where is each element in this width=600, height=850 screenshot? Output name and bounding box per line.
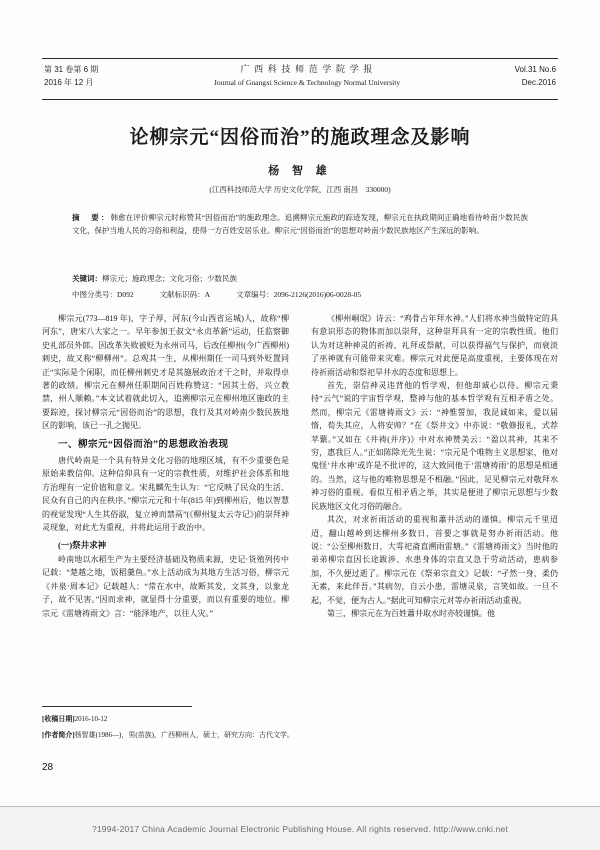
page-header <box>42 58 558 102</box>
journal-name <box>192 63 422 89</box>
classification-block <box>72 288 528 301</box>
section-heading: 一、柳宗元“因俗而治”的思想政治表现 <box>58 439 229 450</box>
articleid-segment <box>236 290 361 299</box>
paragraph: 唐代岭南是一个具有特异文化习俗的地理区域，有不少重要色是原始来教信仰。这种信仰具有一定的宗教性质，对维护社会体系和地方治理有一定价值和意义。宋兆麟先生认为：“它反映了民众的生活、民众有自己的内在秩序。”柳宗元元和十年(815 年)到柳州后，他以智慧的视觉发现“人生其俗淑，复立神而禁鬲”(《柳州复太云寺记》)的崇拜神灵现象，对此尤为重视，并将此运用于政治中。 <box>42 456 289 533</box>
abstract-block <box>72 212 528 237</box>
articleid-value: 2096-2126(2016)06-0028-05 <box>273 290 362 299</box>
page-number: 28 <box>42 762 54 773</box>
journal-name-cn: 广 西 科 技 师 范 学 院 学 报 <box>240 64 374 74</box>
articleid-label: 文章编号： <box>236 290 274 299</box>
received-date-value: 2016-10-12 <box>74 715 108 723</box>
doccode-label: 文献标识码： <box>159 290 205 299</box>
header-rule-top <box>42 58 558 59</box>
doccode-value: A <box>204 290 211 299</box>
subsection-heading: (一)祭井求神 <box>58 539 107 550</box>
abstract-text: 韩愈在评价柳宗元时称赞其“因俗而治”的施政理念。追溯柳宗元施政的踪迹发现，柳宗元在执政期间正确地看待岭南少数民族文化，保护当地人民的习俗和利益，使得一方百姓安居乐业。柳宗元“因俗而治”的思想对岭南少数民族地区产生深远的影响。 <box>72 213 529 235</box>
doccode-segment <box>160 290 210 299</box>
keywords-text: 柳宗元；施政理念；文化习俗；少数民族 <box>102 274 237 283</box>
paragraph: 柳宗元(773—819 年)，字子厚，河东(今山西省运城)人，故称“柳河东”，唐宋八大家之一。早年参加王叔文“永贞革新”运动，任监察御史礼部员外郎。因改革失败被贬为永州司马，后改任柳州(今广西柳州)刺史，故又称“柳柳州”。总观其一生，从柳州期任一司马到外贬置同正“实际是个闲职，而任柳州刺史才是其施展政治才干之时，并取得卓著的政绩。柳宗元在柳州任职期间百姓称赞这：“因其土俗，兴立教禁，州人顺赖。”本文试着就此切入，追溯柳宗元在柳州地区施政的主要踪迹，探讨柳宗元“因俗而治”的思想，我行及其对岭南少数民族地区的影响，该已一孔之抛见。 <box>42 314 289 431</box>
paragraph: 首先，崇信神灵违背他的哲学观，但他却诚心以待。柳宗元秉持“云气”说的宇宙哲学观，整神与他的基本哲学观有互相矛盾之处。然而，柳宗元《雷塘祷雨文》云：“神惟誓加，我昆诚如来，爱以届惰，荀失其应，人将安帅？”在《祭井文》中亦说：“敬修报礼，式荐苹蘩。”又如在《井祷(并序)》中对水神赞美云：“盈以其神，其来不穷，惠我巨人。”正如陈除光先生说：“宗元是个唯物主义思想家，他对鬼怪‘井水神’或许是不批评的，这大致同他于‘雷塘祷雨’的思想是相通的。当然，这与他的唯物思想是不相融。”因此，足见柳宗元对敬拜水神习俗的重视。看似互相矛盾之举，其实是便进了柳宗元思想与少数民族地区文化习俗的融合。 <box>311 381 558 511</box>
author-affiliation: (江西科技师范大学 历史文化学院，江西 南昌 330000) <box>209 185 391 194</box>
author-bio-label: [作者简介] <box>42 731 75 739</box>
clc-segment <box>72 290 134 299</box>
column-right <box>311 312 558 712</box>
footnote-block <box>42 712 558 744</box>
header-volume-issue-en <box>515 63 556 89</box>
paragraph: 其次，对求祈雨活动的重视和蕭井活动的谨慎。柳宗元千里迢迢，翻山越岭到达柳州多数日，首要之事就是努办祈雨活动。他说：“公至柳州数日，大雩祀斋直溯雨雷塘。”《雷塘祷雨文》当时他的弟弟柳宗直因长途跋涉、水患身体的宗直又急于劳动活动，患病参加，不久便过逝了。柳宗元在《祭弟宗直文》记载：“孑然一身，柔仍无素，来此伴吾。”其病勿，自云小患，雷塘灵泉，言笑如故。一旦不起，不觉，便为古人。”据此可知柳宗元对等办祈雨活动重视。 <box>311 515 558 605</box>
column-left <box>42 312 289 712</box>
cnki-footer-bar <box>0 807 600 850</box>
footnote-rule <box>42 706 192 707</box>
journal-name-en: Journal of Guangxi Science & Technology Normal University <box>213 78 401 87</box>
header-date-cn: 2016 年 12 月 <box>44 78 94 87</box>
paragraph: 第三，柳宗元在为百姓蕭井取水时亦较谨慎。他 <box>327 608 495 618</box>
paragraph: 《柳州峒氓》诗云：“鸡骨占年拜水神。”人们将水神当做特定的具有意识形态的物体而加以崇拜，这种崇拜具有一定的宗教性质。他们认为对这种神灵的祈祷、礼拜或祭献，可以获得福气与保护，而衰淡了巫神就有可能带来灾难。柳宗元对此便是高度重视，主要体现在对待祈雨活动和祭祀旱井水的态度和思想上。 <box>311 314 558 377</box>
clc-label: 中图分类号： <box>72 290 117 299</box>
article-title: 论柳宗元“因俗而治”的施政理念及影响 <box>129 127 471 148</box>
header-date-en: Dec.2016 <box>521 78 556 87</box>
paragraph: 岭南地以水稻生产为主要经济基础及物质来源，史记·货殖列传中记载：“楚越之地，饭稻羹鱼。”水上活动成为其地方生活习俗，柳宗元《井泉·周本记》记载越人：“常在水中，故断其发，文其身，以象龙子，故不见害。”因而求神，就显得十分重要，而以有重要的地位。柳宗元《雷塘祷雨文》言：“能泽地产，以往人灾。” <box>42 554 289 618</box>
received-date-line <box>42 712 558 726</box>
clc-value: D092 <box>117 290 134 299</box>
author-bio-value: 杨智雄(1986—)，男(苗族)，广西柳州人，硕士，研究方向：古代文学。 <box>74 731 294 739</box>
footer-text <box>92 824 508 834</box>
keywords-label: 关键词： <box>72 274 102 283</box>
body-columns <box>42 312 558 712</box>
abstract-label: 摘 要： <box>72 213 111 222</box>
author-bio-line <box>42 728 558 742</box>
received-date-label: [收稿日期] <box>42 715 75 723</box>
footer-copyright: ?1994-2017 China Academic Journal Electronic Publishing House. All rights reserved. <box>91 823 431 834</box>
footer-url[interactable]: http://www.cnki.net <box>433 823 509 834</box>
header-rule-bottom <box>42 99 558 100</box>
keywords-block <box>72 272 528 285</box>
header-volume-issue <box>44 63 98 89</box>
header-volume: 第 31 卷第 6 期 <box>44 65 99 74</box>
article-author: 杨 智 雄 <box>268 165 332 177</box>
header-vol-en: Vol.31 No.6 <box>514 65 556 74</box>
